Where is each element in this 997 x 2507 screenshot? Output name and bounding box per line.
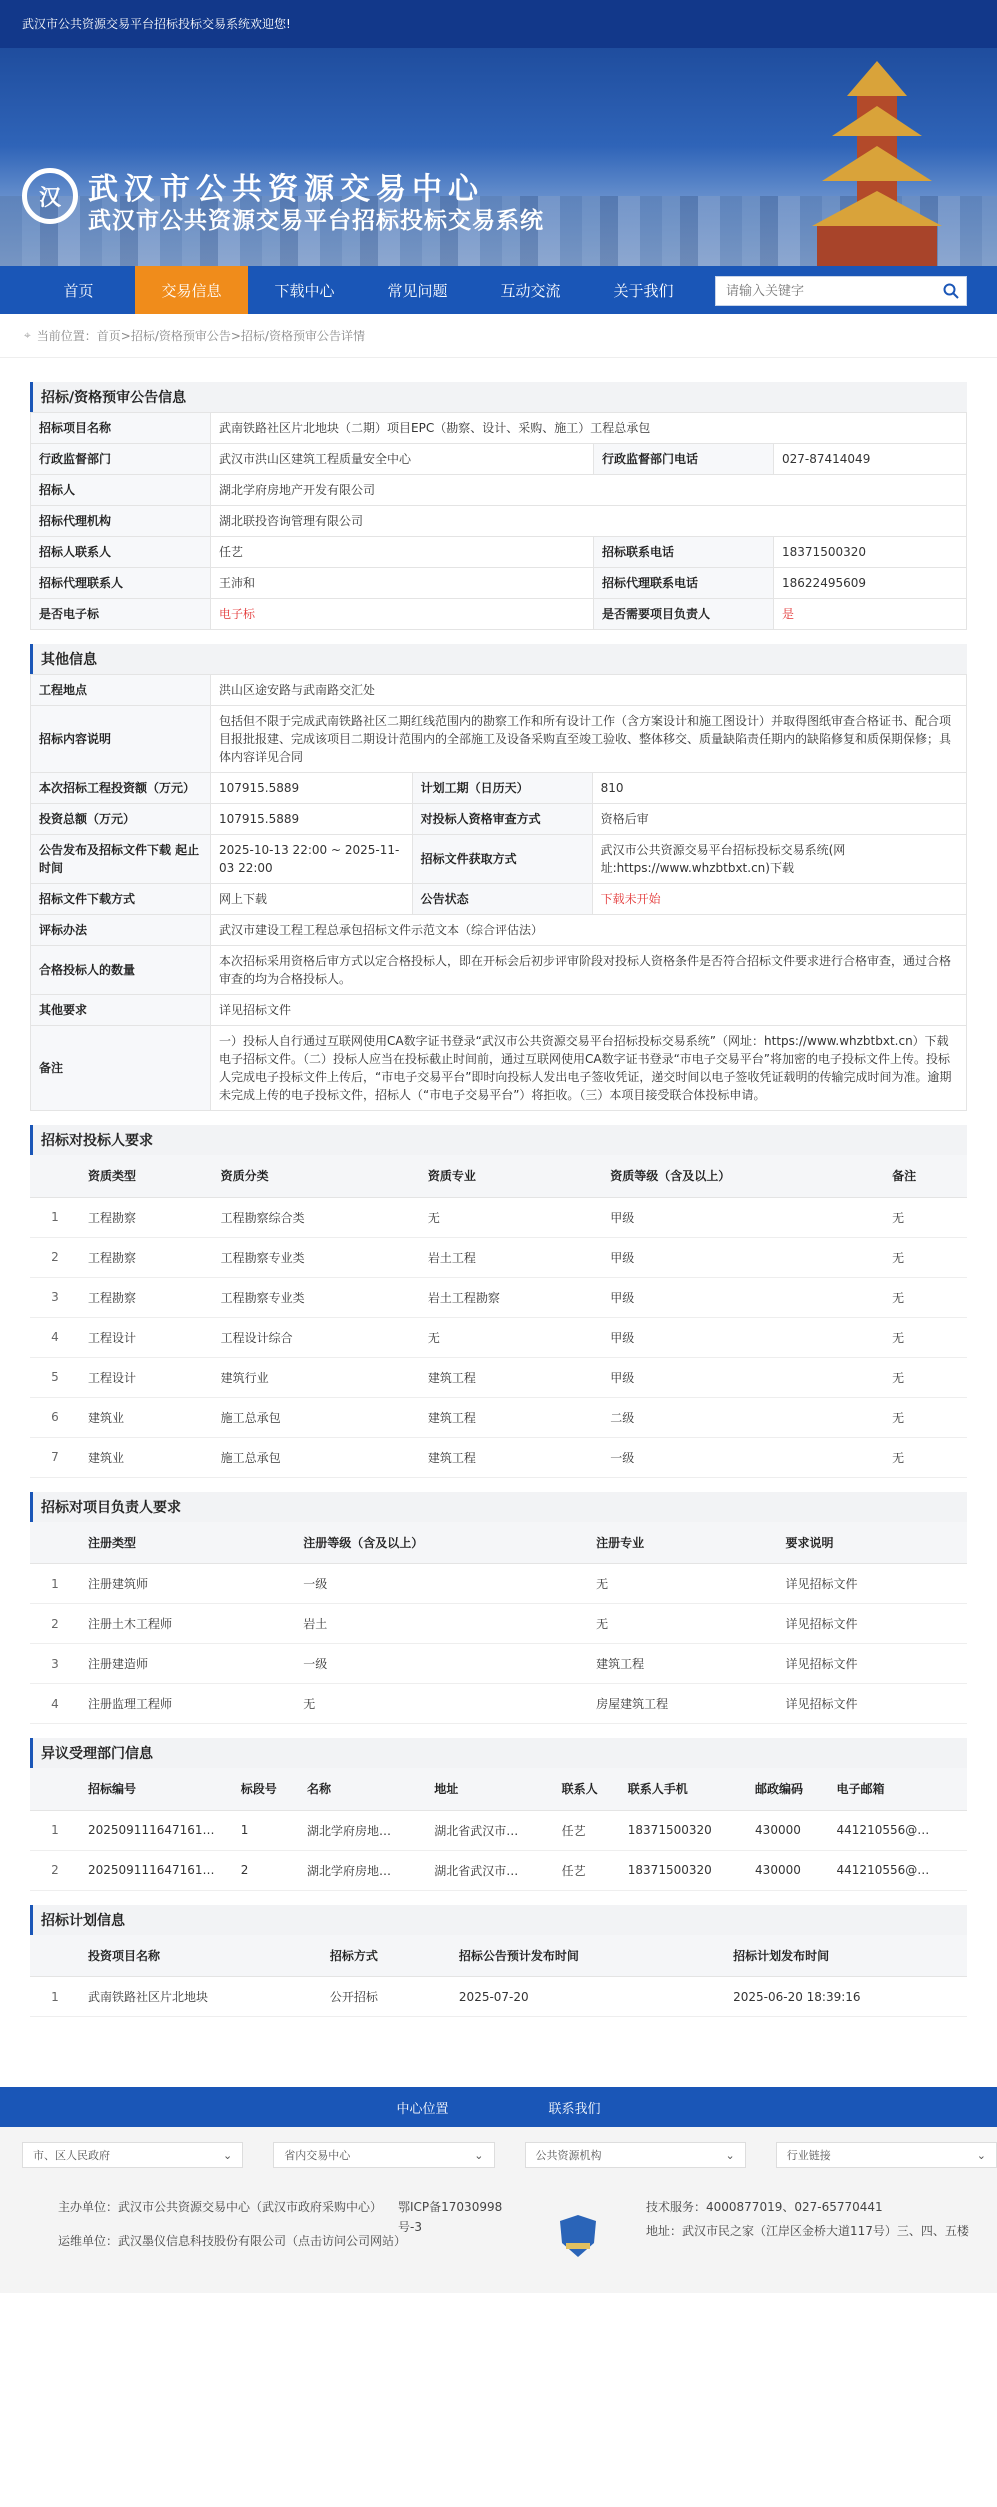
field-value[interactable]: 武汉市公共资源交易平台招标投标交易系统(网址:https://www.whzbtbxt.cn)下载 (592, 835, 966, 884)
location-pin-icon: ⌖ (24, 328, 31, 342)
chevron-down-icon: ⌄ (725, 2148, 735, 2162)
table-cell: 任艺 (554, 1810, 620, 1850)
row-number: 6 (30, 1397, 80, 1437)
field-label: 对投标人资格审查方式 (412, 804, 592, 835)
field-value: 任艺 (211, 537, 594, 568)
row-number: 2 (30, 1237, 80, 1277)
table-cell: 建筑工程 (420, 1357, 602, 1397)
column-header: 招标方式 (322, 1935, 451, 1977)
table-row (30, 1810, 967, 1850)
field-value: 武汉市洪山区建筑工程质量安全中心 (211, 444, 594, 475)
field-label: 公告发布及招标文件下载 起止时间 (31, 835, 211, 884)
table-cell: 无 (884, 1357, 967, 1397)
table-row (31, 568, 967, 599)
chevron-down-icon: ⌄ (976, 2148, 986, 2162)
table-cell: 202509111647161… (80, 1810, 233, 1850)
field-value: 王沛和 (211, 568, 594, 599)
footer-nav (0, 2087, 997, 2127)
section-title: 招标对项目负责人要求 (30, 1492, 967, 1522)
column-header: 投资项目名称 (80, 1935, 322, 1977)
column-header (30, 1522, 80, 1564)
table-row (31, 444, 967, 475)
table-cell: 2025-07-20 (451, 1977, 725, 2017)
field-value: 027-87414049 (774, 444, 967, 475)
table-cell: 一级 (602, 1437, 884, 1477)
column-header (30, 1155, 80, 1197)
table-cell: 公开招标 (322, 1977, 451, 2017)
column-header: 地址 (426, 1768, 553, 1810)
table-cell: 房屋建筑工程 (588, 1684, 777, 1724)
footer-link-contact[interactable]: 联系我们 (548, 2101, 601, 2117)
field-value: 一）投标人自行通过互联网使用CA数字证书登录“武汉市公共资源交易平台招标投标交易系统”（网址：https://www.whzbtbxt.cn）下载电子招标文件。（二）投标人应当在投标截止时间前，通过互联网使用CA数字证书登录“市电子交易平台”将加密的电子投标文件上传。投标人完成电子投标文件上传后，“市电子交易平台”即时向投标人发出电子签收凭证，递交时间以电子签收凭证载明的传输完成时间为准。逾期未完成上传的电子投标文件，招标人（“市电子交易平台”）将拒收。（三）本项目接受联合体投标申请。 (211, 1026, 967, 1111)
table-row (30, 1977, 967, 2017)
table-cell: 工程勘察综合类 (213, 1197, 420, 1237)
table-cell: 施工总承包 (213, 1397, 420, 1437)
table-cell: 工程勘察专业类 (213, 1237, 420, 1277)
nav-interact[interactable]: 互动交流 (500, 281, 561, 300)
footer-link-location[interactable]: 中心位置 (396, 2101, 449, 2117)
select-industry[interactable]: 行业链接 ⌄ (776, 2142, 997, 2168)
field-label: 计划工期（日历天） (412, 773, 592, 804)
table-row (30, 1277, 967, 1317)
nav-home[interactable]: 首页 (63, 281, 94, 300)
table-cell: 岩土工程勘察 (420, 1277, 602, 1317)
field-label: 招标代理机构 (31, 506, 211, 537)
table-cell: 18371500320 (620, 1850, 747, 1890)
table-cell: 详见招标文件 (778, 1604, 967, 1644)
column-header: 名称 (299, 1768, 426, 1810)
row-number: 1 (30, 1810, 80, 1850)
section-tender-plan (30, 1905, 967, 2018)
top-welcome-bar (0, 0, 997, 48)
table-cell: 二级 (602, 1397, 884, 1437)
field-label: 工程地点 (31, 675, 211, 706)
nav-about[interactable]: 关于我们 (613, 281, 674, 300)
table-row (31, 804, 967, 835)
table-row (31, 599, 967, 630)
section-objection-dept (30, 1738, 967, 1891)
footer-icp[interactable]: 鄂ICP备17030998号-3 (398, 2200, 503, 2234)
table-row (31, 835, 967, 884)
table-row (31, 506, 967, 537)
table-cell: 工程设计 (80, 1357, 213, 1397)
row-number: 4 (30, 1317, 80, 1357)
objection-dept-table (30, 1768, 967, 1891)
table-cell: 注册建造师 (80, 1644, 295, 1684)
table-row (31, 1026, 967, 1111)
center-logo: 汉 (22, 168, 78, 224)
section-bidder-requirements (30, 1125, 967, 1478)
field-label: 评标办法 (31, 915, 211, 946)
header-banner (0, 48, 997, 266)
section-title: 招标计划信息 (30, 1905, 967, 1935)
table-cell: 注册监理工程师 (80, 1684, 295, 1724)
table-cell: 建筑行业 (213, 1357, 420, 1397)
column-header: 资质类型 (80, 1155, 213, 1197)
field-value: 资格后审 (592, 804, 966, 835)
table-header-row (30, 1522, 967, 1564)
row-number: 1 (30, 1197, 80, 1237)
table-cell: 202509111647161… (80, 1850, 233, 1890)
field-label: 招标代理联系电话 (594, 568, 774, 599)
table-cell: 1 (233, 1810, 299, 1850)
table-cell: 无 (295, 1684, 588, 1724)
column-header: 招标编号 (80, 1768, 233, 1810)
other-info-table (30, 674, 967, 1111)
table-cell: 441210556@… (829, 1810, 967, 1850)
row-number: 1 (30, 1977, 80, 2017)
site-title: 武汉市公共资源交易中心 (88, 172, 484, 207)
table-cell: 甲级 (602, 1237, 884, 1277)
table-cell: 甲级 (602, 1317, 884, 1357)
table-cell: 一级 (295, 1564, 588, 1604)
field-label: 合格投标人的数量 (31, 946, 211, 995)
table-row (31, 537, 967, 568)
column-header: 资质分类 (213, 1155, 420, 1197)
table-cell: 详见招标文件 (778, 1684, 967, 1724)
row-number: 1 (30, 1564, 80, 1604)
table-cell: 建筑业 (80, 1437, 213, 1477)
column-header: 邮政编码 (747, 1768, 828, 1810)
table-row (30, 1604, 967, 1644)
table-cell: 18371500320 (620, 1810, 747, 1850)
announcement-table (30, 412, 967, 630)
field-value: 107915.5889 (211, 773, 413, 804)
breadcrumb-prefix: 当前位置： (36, 329, 97, 343)
table-cell: 湖北省武汉市… (426, 1810, 553, 1850)
column-header: 备注 (884, 1155, 967, 1197)
field-value: 湖北联投咨询管理有限公司 (211, 506, 967, 537)
table-cell: 详见招标文件 (778, 1564, 967, 1604)
table-row (31, 884, 967, 915)
table-row (31, 773, 967, 804)
column-header: 注册等级（含及以上） (295, 1522, 588, 1564)
bidder-requirements-table (30, 1155, 967, 1478)
site-subtitle: 武汉市公共资源交易平台招标投标交易系统 (88, 208, 544, 234)
footer (0, 2183, 997, 2293)
field-value: 湖北学府房地产开发有限公司 (211, 475, 967, 506)
table-cell: 甲级 (602, 1197, 884, 1237)
footer-link-selects (0, 2127, 997, 2183)
field-label: 招标文件获取方式 (412, 835, 592, 884)
column-header (30, 1935, 80, 1977)
footer-host: 主办单位：武汉市公共资源交易中心（武汉市政府采购中心） (58, 2200, 383, 2214)
section-announcement (30, 382, 967, 630)
column-header: 招标公告预计发布时间 (451, 1935, 725, 1977)
table-row (31, 995, 967, 1026)
table-cell: 工程勘察 (80, 1197, 213, 1237)
search-box (715, 276, 967, 306)
column-header: 联系人 (554, 1768, 620, 1810)
row-number: 3 (30, 1277, 80, 1317)
field-value: 武汉市建设工程工程总承包招标文件示范文本（综合评估法） (211, 915, 967, 946)
field-value: 18371500320 (774, 537, 967, 568)
field-label: 行政监督部门 (31, 444, 211, 475)
table-cell: 工程勘察 (80, 1237, 213, 1277)
footer-address: 地址：武汉市民之家（江岸区金桥大道117号）三、四、五楼 (646, 2224, 969, 2238)
nav-download[interactable]: 下载中心 (274, 281, 335, 300)
field-label: 投资总额（万元） (31, 804, 211, 835)
table-cell: 建筑工程 (588, 1644, 777, 1684)
field-value: 2025-10-13 22:00 ~ 2025-11-03 22:00 (211, 835, 413, 884)
field-label: 是否需要项目负责人 (594, 599, 774, 630)
field-value: 是 (774, 599, 967, 630)
table-cell: 建筑工程 (420, 1397, 602, 1437)
row-number: 3 (30, 1644, 80, 1684)
table-row (30, 1644, 967, 1684)
field-value: 本次招标采用资格后审方式以定合格投标人，即在开标会后初步评审阶段对投标人资格条件是否符合招标文件要求进行合格审查，通过合格审查的均为合格投标人。 (211, 946, 967, 995)
table-row (30, 1357, 967, 1397)
table-cell: 2 (233, 1850, 299, 1890)
manager-requirements-table (30, 1522, 967, 1725)
table-cell: 施工总承包 (213, 1437, 420, 1477)
main-nav (0, 266, 997, 314)
table-row (30, 1684, 967, 1724)
field-value: 武南铁路社区片北地块（二期）项目EPC（勘察、设计、采购、施工）工程总承包 (211, 413, 967, 444)
column-header: 资质等级（含及以上） (602, 1155, 884, 1197)
field-label: 备注 (31, 1026, 211, 1111)
table-row (31, 675, 967, 706)
main-content (0, 358, 997, 2017)
table-cell: 430000 (747, 1850, 828, 1890)
table-cell: 注册土木工程师 (80, 1604, 295, 1644)
row-number: 7 (30, 1437, 80, 1477)
table-cell: 岩土工程 (420, 1237, 602, 1277)
section-title: 其他信息 (30, 644, 967, 674)
table-cell: 湖北学府房地… (299, 1810, 426, 1850)
table-cell: 工程勘察 (80, 1277, 213, 1317)
table-cell: 甲级 (602, 1277, 884, 1317)
field-label: 招标人 (31, 475, 211, 506)
field-value: 下载未开始 (592, 884, 966, 915)
table-row (31, 915, 967, 946)
table-cell: 湖北学府房地… (299, 1850, 426, 1890)
table-cell: 武南铁路社区片北地块 (80, 1977, 322, 2017)
field-label: 行政监督部门电话 (594, 444, 774, 475)
welcome-text: 武汉市公共资源交易平台招标投标交易系统欢迎您! (22, 17, 291, 31)
column-header: 电子邮箱 (829, 1768, 967, 1810)
row-number: 2 (30, 1850, 80, 1890)
table-cell: 注册建筑师 (80, 1564, 295, 1604)
table-row (31, 475, 967, 506)
table-cell: 无 (884, 1277, 967, 1317)
table-cell: 岩土 (295, 1604, 588, 1644)
column-header: 招标计划发布时间 (725, 1935, 967, 1977)
table-cell: 无 (420, 1317, 602, 1357)
nav-faq[interactable]: 常见问题 (387, 281, 448, 300)
table-row (30, 1237, 967, 1277)
column-header (30, 1768, 80, 1810)
field-label: 招标项目名称 (31, 413, 211, 444)
field-label: 招标人联系人 (31, 537, 211, 568)
field-value: 107915.5889 (211, 804, 413, 835)
breadcrumb (0, 314, 997, 358)
table-row (30, 1197, 967, 1237)
search-input[interactable] (716, 277, 936, 305)
footer-ops[interactable]: 运维单位：武汉墨仪信息科技股份有限公司（点击访问公司网站） (58, 2234, 407, 2248)
field-label: 本次招标工程投资额（万元） (31, 773, 211, 804)
row-number: 2 (30, 1604, 80, 1644)
table-cell: 工程设计综合 (213, 1317, 420, 1357)
column-header: 注册类型 (80, 1522, 295, 1564)
field-label: 招标文件下载方式 (31, 884, 211, 915)
breadcrumb-path[interactable]: 首页>招标/资格预审公告>招标/资格预审公告详情 (96, 329, 365, 343)
table-row (31, 706, 967, 773)
table-cell: 一级 (295, 1644, 588, 1684)
table-cell: 详见招标文件 (778, 1644, 967, 1684)
select-province[interactable]: 省内交易中心 ⌄ (273, 2142, 494, 2168)
field-label: 招标内容说明 (31, 706, 211, 773)
field-value: 包括但不限于完成武南铁路社区二期红线范围内的勘察工作和所有设计工作（含方案设计和施工图设计）并取得图纸审查合格证书、配合项目报批报建、完成该项目二期设计范围内的全部施工及设备采购直至竣工验收、整体移交、质量缺陷责任期内的缺陷修复和质保期保修；具体内容详见合同 (211, 706, 967, 773)
section-other-info (30, 644, 967, 1111)
column-header: 联系人手机 (620, 1768, 747, 1810)
field-label: 是否电子标 (31, 599, 211, 630)
row-number: 5 (30, 1357, 80, 1397)
column-header: 注册专业 (588, 1522, 777, 1564)
table-cell: 湖北省武汉市… (426, 1850, 553, 1890)
table-row (30, 1850, 967, 1890)
table-row (30, 1437, 967, 1477)
field-label: 招标联系电话 (594, 537, 774, 568)
table-cell: 无 (588, 1564, 777, 1604)
section-manager-requirements (30, 1492, 967, 1725)
table-cell: 无 (588, 1604, 777, 1644)
yellow-crane-tower-image (797, 56, 957, 266)
table-cell: 建筑业 (80, 1397, 213, 1437)
table-cell: 无 (884, 1197, 967, 1237)
select-agency[interactable]: 公共资源机构 ⌄ (525, 2142, 746, 2168)
table-cell: 工程设计 (80, 1317, 213, 1357)
table-cell: 无 (884, 1437, 967, 1477)
tender-plan-table (30, 1935, 967, 2018)
table-cell: 甲级 (602, 1357, 884, 1397)
search-icon[interactable] (936, 277, 966, 305)
field-value: 网上下载 (211, 884, 413, 915)
field-value: 电子标 (211, 599, 594, 630)
field-value: 详见招标文件 (211, 995, 967, 1026)
table-row (30, 1317, 967, 1357)
table-cell: 工程勘察专业类 (213, 1277, 420, 1317)
table-cell: 无 (884, 1397, 967, 1437)
select-gov[interactable]: 市、区人民政府 ⌄ (22, 2142, 243, 2168)
table-cell: 441210556@… (829, 1850, 967, 1890)
table-cell: 无 (884, 1317, 967, 1357)
table-cell: 任艺 (554, 1850, 620, 1890)
table-cell: 无 (884, 1237, 967, 1277)
table-cell: 430000 (747, 1810, 828, 1850)
table-header-row (30, 1935, 967, 1977)
table-cell: 2025-06-20 18:39:16 (725, 1977, 967, 2017)
chevron-down-icon: ⌄ (474, 2148, 484, 2162)
table-row (31, 946, 967, 995)
nav-trade-info[interactable]: 交易信息 (135, 266, 248, 314)
field-value: 洪山区途安路与武南路交汇处 (211, 675, 967, 706)
column-header: 标段号 (233, 1768, 299, 1810)
table-cell: 无 (420, 1197, 602, 1237)
section-title: 招标/资格预审公告信息 (30, 382, 967, 412)
chevron-down-icon: ⌄ (223, 2148, 233, 2162)
field-value: 18622495609 (774, 568, 967, 599)
field-label: 公告状态 (412, 884, 592, 915)
column-header: 资质专业 (420, 1155, 602, 1197)
table-row (30, 1564, 967, 1604)
gov-badge-icon[interactable] (558, 2213, 598, 2259)
section-title: 招标对投标人要求 (30, 1125, 967, 1155)
field-label: 招标代理联系人 (31, 568, 211, 599)
field-value: 810 (592, 773, 966, 804)
table-header-row (30, 1155, 967, 1197)
table-cell: 建筑工程 (420, 1437, 602, 1477)
row-number: 4 (30, 1684, 80, 1724)
table-header-row (30, 1768, 967, 1810)
column-header: 要求说明 (778, 1522, 967, 1564)
table-row (30, 1397, 967, 1437)
footer-tech: 技术服务：4000877019、027-65770441 (646, 2200, 883, 2214)
section-title: 异议受理部门信息 (30, 1738, 967, 1768)
field-label: 其他要求 (31, 995, 211, 1026)
table-row (31, 413, 967, 444)
